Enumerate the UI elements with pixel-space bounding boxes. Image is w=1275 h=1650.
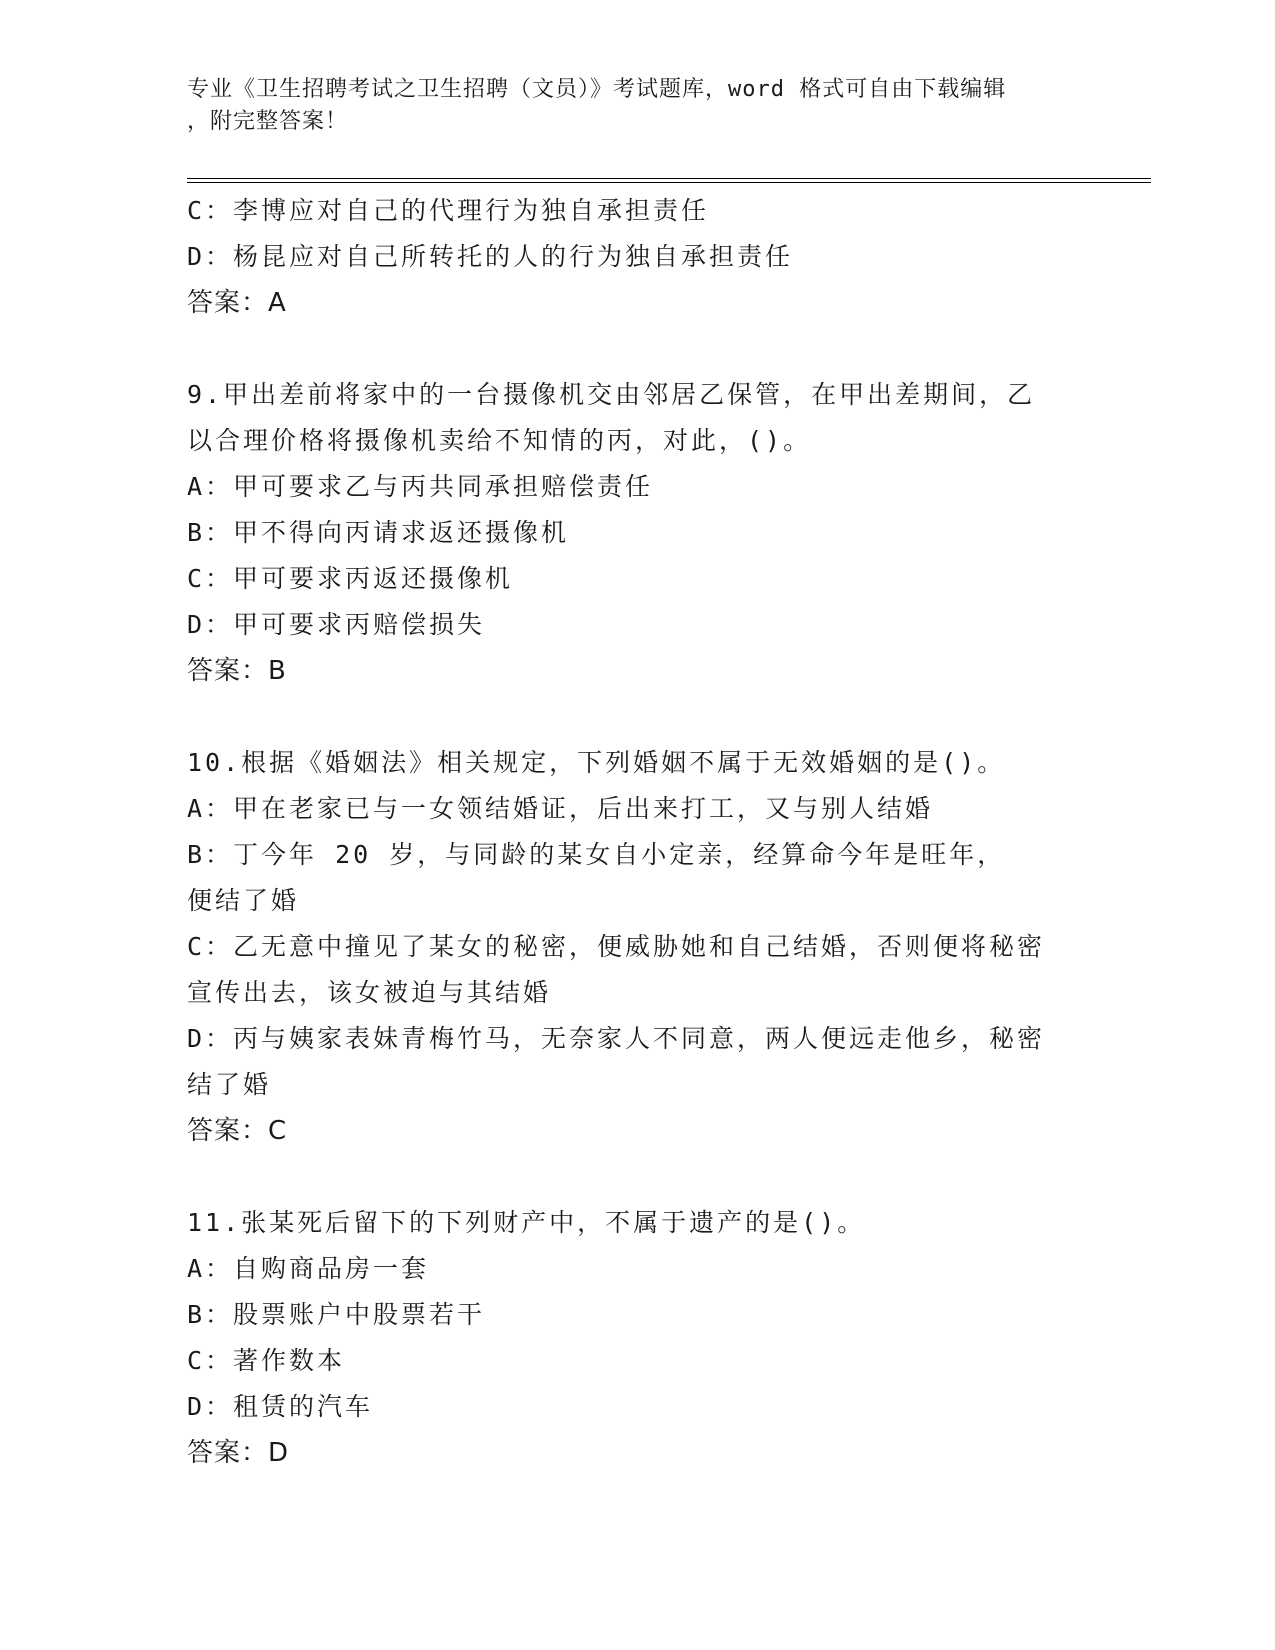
option-a: A：甲可要求乙与丙共同承担赔偿责任 xyxy=(187,472,654,501)
question-list xyxy=(187,188,1087,1476)
question-9 xyxy=(187,372,1087,694)
option-b: B：股票账户中股票若干 xyxy=(187,1300,486,1329)
header-divider-top xyxy=(187,178,1151,179)
question-stem: 11.张某死后留下的下列财产中，不属于遗产的是()。 xyxy=(187,1208,866,1237)
question-stem: 10.根据《婚姻法》相关规定，下列婚姻不属于无效婚姻的是()。 xyxy=(187,748,1006,777)
spacer xyxy=(187,1154,1087,1200)
option-d: D：租赁的汽车 xyxy=(187,1392,374,1421)
prev-option-c: C：李博应对自己的代理行为独自承担责任 xyxy=(187,196,710,225)
document-header xyxy=(187,74,1067,138)
question-11 xyxy=(187,1200,1087,1476)
option-c: C：乙无意中撞见了某女的秘密，便威胁她和自己结婚，否则便将秘密宣传出去，该女被迫与其结婚 xyxy=(187,932,1046,1007)
option-a: A：甲在老家已与一女领结婚证，后出来打工，又与别人结婚 xyxy=(187,794,934,823)
option-c: C：甲可要求丙返还摄像机 xyxy=(187,564,514,593)
option-d: D：丙与姨家表妹青梅竹马，无奈家人不同意，两人便远走他乡，秘密结了婚 xyxy=(187,1024,1046,1099)
question-stem: 以合理价格将摄像机卖给不知情的丙，对此，()。 xyxy=(187,426,812,455)
answer: 答案：B xyxy=(187,656,287,686)
option-c: C：著作数本 xyxy=(187,1346,346,1375)
prev-answer: 答案：A xyxy=(187,288,287,318)
header-line-2: ，附完整答案！ xyxy=(187,109,349,134)
spacer xyxy=(187,694,1087,740)
question-stem: 9.甲出差前将家中的一台摄像机交由邻居乙保管，在甲出差期间，乙 xyxy=(187,380,1036,409)
answer: 答案：C xyxy=(187,1116,288,1146)
option-b: B：甲不得向丙请求返还摄像机 xyxy=(187,518,570,547)
question-10 xyxy=(187,740,1087,1154)
option-a: A：自购商品房一套 xyxy=(187,1254,430,1283)
header-line-1: 专业《卫生招聘考试之卫生招聘（文员）》考试题库，word 格式可自由下载编辑 xyxy=(187,77,1007,102)
answer: 答案：D xyxy=(187,1438,290,1468)
option-d: D：甲可要求丙赔偿损失 xyxy=(187,610,486,639)
option-b: B：丁今年 20 岁，与同龄的某女自小定亲，经算命今年是旺年，便结了婚 xyxy=(187,840,1006,915)
spacer xyxy=(187,326,1087,372)
prev-option-d: D：杨昆应对自己所转托的人的行为独自承担责任 xyxy=(187,242,794,271)
header-divider-bottom xyxy=(187,182,1151,183)
